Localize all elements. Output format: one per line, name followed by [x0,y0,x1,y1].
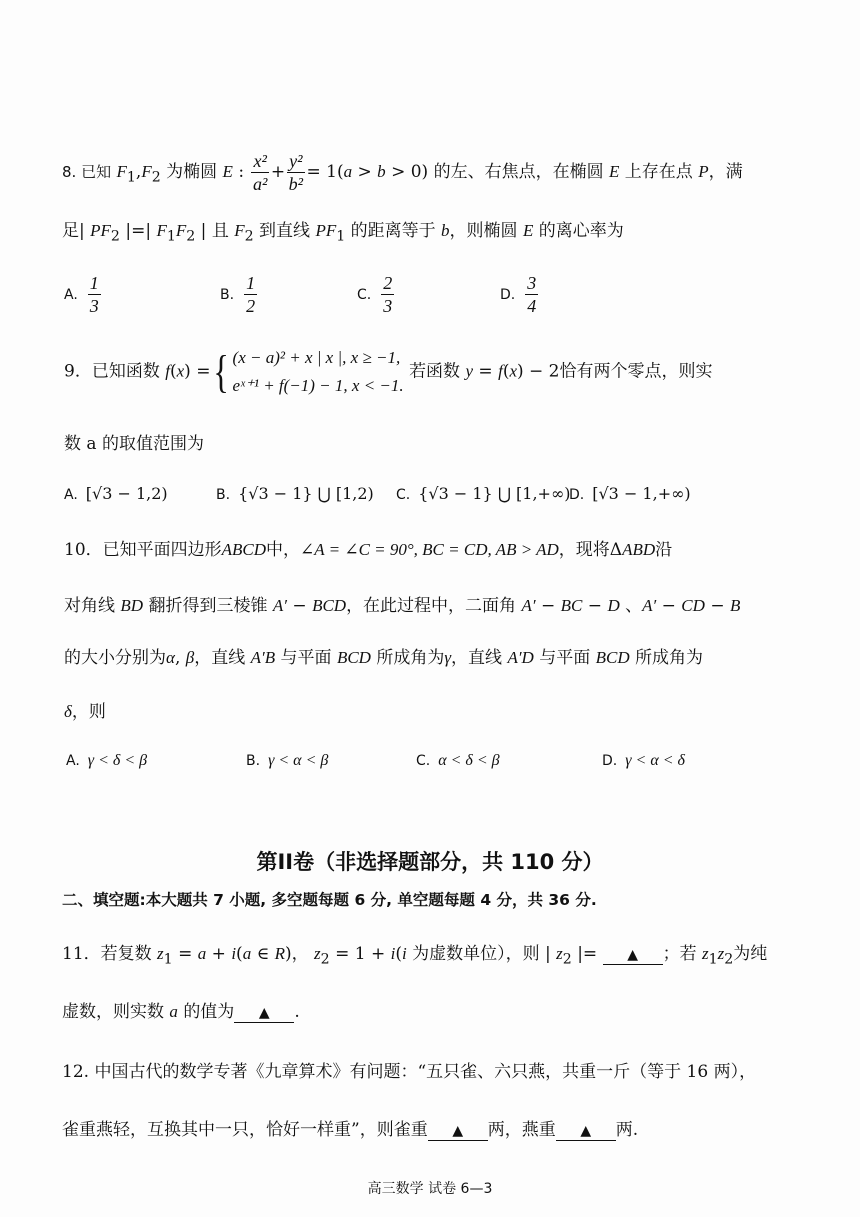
q9-line2: 数 a 的取值范围为 [64,434,204,454]
q10-option-c[interactable]: C. α < δ < β [416,752,500,769]
q10-option-d[interactable]: D. γ < α < δ [602,752,685,769]
q11-line2: 虚数，则实数 a 的值为 ▲ . [62,1002,300,1022]
answer-blank-z2-modulus[interactable]: ▲ [603,945,663,965]
section-title: 第II卷（非选择题部分，共 110 分） [256,850,604,874]
q10-line4: δ，则 [64,702,106,722]
q11-line1: 11．若复数 $z_1 = a + i(a$ ∈ R)， $z_2 = 1 + i(i$ 为虚数单位），则 | $z_2$ |= ▲ ；若 $z_1z_2$为纯 [62,944,768,968]
q8-line1: 8. 已知 $F_1,F_2$ 为椭圆 E : $\frac{\text{x²}}{\text{a²}}$ + $\frac{\text{y²}}{\text{b²}}$ = 1(a > b > 0) 的左、右焦点，在椭圆 E 上存在点 P，满 [62,151,743,194]
q12-line1: 12. 中国古代的数学专著《九章算术》有问题：“五只雀、六只燕，共重一斤（等于 16 两）， [62,1062,757,1082]
q8-option-a[interactable]: A. $\frac{1}{3}$ [64,273,99,316]
answer-blank-swallow-weight[interactable]: ▲ [556,1121,616,1141]
answer-blank-a-value[interactable]: ▲ [234,1003,294,1023]
piecewise-cases: (x − a)² + x | x |, x ≥ −1, eˣ⁺¹ + f(−1) − 1, x < −1. [232,348,404,395]
ellipse-y-frac: $\frac{\text{y²}}{\text{b²}}$ [288,151,303,194]
q9-option-a[interactable]: A. [√3 − 1,2) [64,484,168,503]
section-subtitle: 二、填空题:本大题共 7 小题, 多空题每题 6 分, 单空题每题 4 分，共 36 分. [62,891,597,909]
q10-line2: 对角线 BD 翻折得到三棱锥 A′ − BCD，在此过程中，二面角 A′ − BC − D 、A′ − CD − B [64,596,741,616]
q8-option-d[interactable]: D. $\frac{3}{4}$ [500,273,537,316]
q9-option-c[interactable]: C. {√3 − 1} ⋃ [1,+∞) [396,484,571,503]
ellipse-x-frac: $\frac{\text{x²}}{\text{a²}}$ [252,151,268,194]
page-footer: 高三数学 试卷 6—3 [367,1181,493,1197]
q8-option-b[interactable]: B. $\frac{1}{2}$ [220,273,256,316]
q8-option-c[interactable]: C. $\frac{2}{3}$ [357,273,393,316]
q10-option-a[interactable]: A. γ < δ < β [66,752,148,769]
q9-option-b[interactable]: B. {√3 − 1} ⋃ [1,2) [216,484,374,503]
q9-option-d[interactable]: D. [√3 − 1,+∞) [569,484,691,503]
q10-line1: 10．已知平面四边形ABCD中，∠A = ∠C = 90°, BC = CD, AB > AD，现将ΔABD沿 [64,540,673,560]
q12-line2: 雀重燕轻，互换其中一只，恰好一样重”，则雀重 ▲ 两，燕重 ▲ 两. [62,1120,639,1140]
brace-icon: { [213,346,230,397]
q9-line1: 9．已知函数 f(x) ={ (x − a)² + x | x |, x ≥ −1, eˣ⁺¹ + f(−1) − 1, x < −1. 若函数 y = f(x) − 2恰有两个零点，则实 [64,344,713,400]
q8-line2: 足| $PF_2$ |=| $F_1F_2$ | 且 $F_2$ 到直线 $PF_1$ 的距离等于 b，则椭圆 E 的离心率为 [62,221,624,245]
q10-option-b[interactable]: B. γ < α < β [246,752,329,769]
answer-blank-sparrow-weight[interactable]: ▲ [428,1121,488,1141]
q10-line3: 的大小分别为α, β，直线 A′B 与平面 BCD 所成角为γ，直线 A′D 与平面 BCD 所成角为 [64,648,704,668]
